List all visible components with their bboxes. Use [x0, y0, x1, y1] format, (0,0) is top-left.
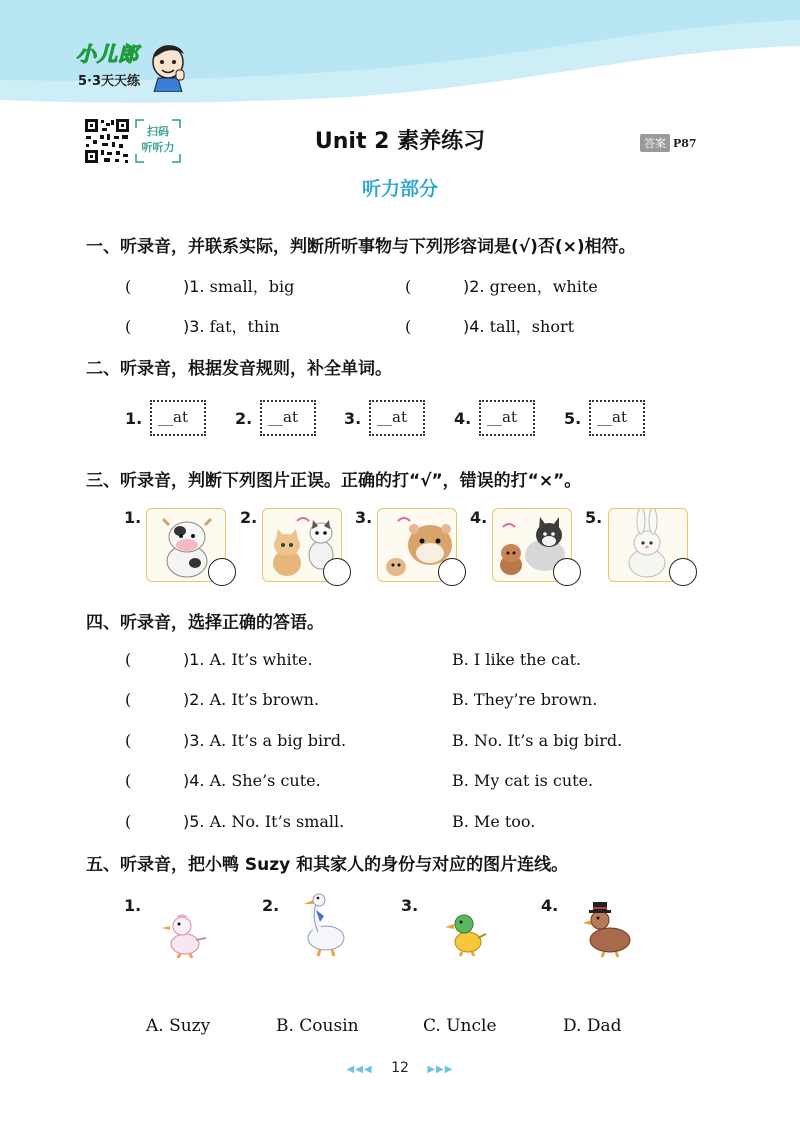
q3-answer-circle-1[interactable] [208, 558, 236, 586]
q4-item-2-a: ( )2. A. It’s brown. [125, 690, 320, 709]
scan-tag-line2: 听听力 [141, 141, 175, 154]
word-blank-box[interactable]: __at [589, 400, 645, 436]
q5-choice-c: C. Uncle [423, 1016, 497, 1036]
right-arrows-icon: ▶▶▶ [427, 1064, 454, 1075]
q3-answer-circle-2[interactable] [323, 558, 351, 586]
scan-tag-line1: 扫码 [147, 125, 169, 138]
page-number: 12 [391, 1060, 409, 1076]
goose-icon[interactable] [300, 892, 350, 958]
cartoon-duck-icon[interactable] [160, 912, 210, 958]
q3-answer-circle-3[interactable] [438, 558, 466, 586]
q4-item-4-b: B. My cat is cute. [452, 771, 594, 790]
q1-item-1: ( )1. small，big [125, 277, 295, 296]
q4-item-3-b: B. No. It’s a big bird. [452, 731, 623, 750]
q4-item-1-b: B. I like the cat. [452, 650, 582, 669]
q1-item-4: ( )4. tall，short [405, 317, 575, 336]
q3-num-5: 5. [585, 508, 603, 527]
brand-series: 5·3天天练 [78, 74, 141, 89]
q3-answer-circle-4[interactable] [553, 558, 581, 586]
q3-answer-circle-5[interactable] [669, 558, 697, 586]
page-footer [0, 1060, 800, 1076]
page-title: Unit 2 素养练习 [314, 129, 486, 154]
q4-item-3-a: ( )3. A. It’s a big bird. [125, 731, 347, 750]
q1-item-2: ( )2. green，white [405, 277, 598, 296]
q4-item-4-a: ( )4. A. She’s cute. [125, 771, 321, 790]
q5-num-4: 4. [541, 896, 559, 915]
brand-name: 小儿郎 [76, 42, 139, 66]
q4-item-5-a: ( )5. A. No. It’s small. [125, 812, 345, 831]
green-duckling-icon[interactable] [442, 910, 490, 958]
q5-num-1: 1. [124, 896, 142, 915]
q5-choice-d: D. Dad [563, 1016, 622, 1036]
q5-choice-b: B. Cousin [276, 1016, 359, 1036]
word-blank-box[interactable]: __at [369, 400, 425, 436]
word-blank-box[interactable]: __at [260, 400, 316, 436]
q1-item-3: ( )3. fat，thin [125, 317, 280, 336]
q3-heading: 三、听录音，判断下列图片正误。正确的打“√”，错误的打“×”。 [86, 471, 582, 491]
q4-item-2-b: B. They’re brown. [452, 690, 598, 709]
answer-page: P87 [673, 136, 697, 150]
brand-logo [68, 38, 198, 98]
mascot-boy-icon [148, 40, 188, 92]
q4-item-1-a: ( )1. A. It’s white. [125, 650, 313, 669]
q3-num-4: 4. [470, 508, 488, 527]
q4-item-5-b: B. Me too. [452, 812, 536, 831]
word-blank-box[interactable]: __at [479, 400, 535, 436]
q4-heading: 四、听录音，选择正确的答语。 [86, 613, 324, 633]
q5-num-2: 2. [262, 896, 280, 915]
q1-heading: 一、听录音，并联系实际，判断所听事物与下列形容词是(√)否(×)相符。 [86, 237, 636, 257]
q2-heading: 二、听录音，根据发音规则，补全单词。 [86, 359, 392, 379]
q3-num-1: 1. [124, 508, 142, 527]
left-arrows-icon: ◀◀◀ [346, 1064, 373, 1075]
answer-tag: 答案 [640, 134, 670, 152]
q3-num-3: 3. [355, 508, 373, 527]
hat-duck-icon[interactable] [580, 898, 636, 958]
q5-heading: 五、听录音，把小鸭 Suzy 和其家人的身份与对应的图片连线。 [86, 855, 569, 875]
q5-choice-a: A. Suzy [146, 1016, 211, 1036]
word-blank-box[interactable]: __at [150, 400, 206, 436]
section-heading: 听力部分 [361, 178, 438, 200]
answer-reference[interactable] [640, 134, 697, 152]
q3-num-2: 2. [240, 508, 258, 527]
q5-num-3: 3. [401, 896, 419, 915]
